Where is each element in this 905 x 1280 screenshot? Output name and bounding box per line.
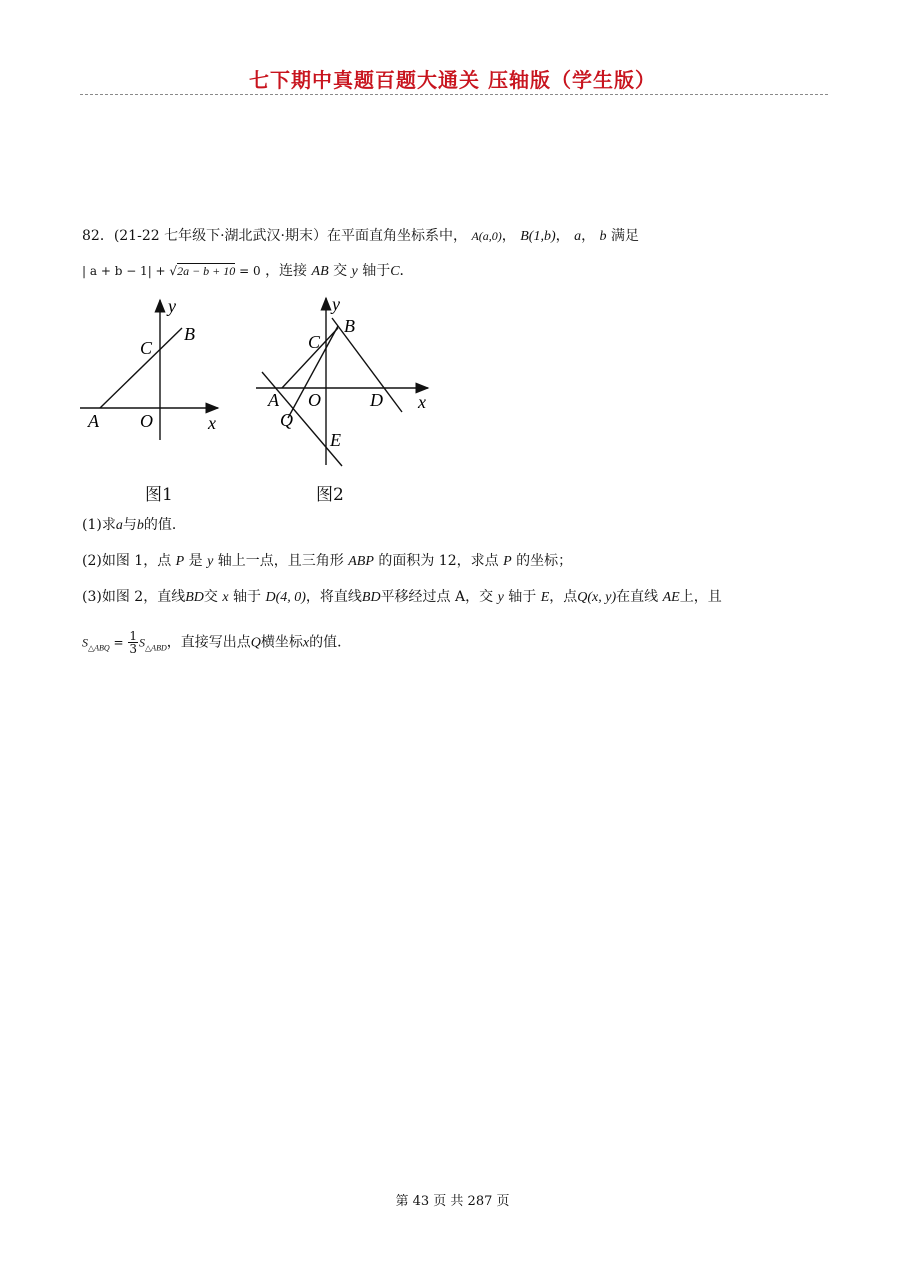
q3-and: 上，且 <box>679 589 722 605</box>
segment-ab: AB <box>311 264 329 279</box>
fig1-label-x: x <box>208 413 216 433</box>
q3-on-line: 在直线 <box>616 589 659 605</box>
q3-axis-at-2: 轴于 <box>508 589 537 605</box>
q2-axis-y: y <box>207 554 214 569</box>
q3-fraction <box>128 630 138 655</box>
q1-var-b: b <box>136 518 144 533</box>
q3-shift-2: 平移经过点 A，交 <box>380 589 494 605</box>
fig1-label-c: C <box>140 338 153 358</box>
fig1-label-a: A <box>88 411 99 431</box>
equation-abs: | a + b − 1| + <box>82 264 170 278</box>
q1-var-a: a <box>115 518 123 533</box>
var-b: b <box>599 229 607 244</box>
q3-line-ae: AE <box>662 590 680 605</box>
q3-pt: ，点 <box>549 589 578 605</box>
q3-axis-at: 轴于 <box>233 589 261 605</box>
page-footer: 第 43 页 共 287 页 <box>395 1194 510 1209</box>
q3-var-x: x <box>302 635 310 651</box>
point-a-coord: A(a,0) <box>471 229 502 243</box>
q2-mid: 轴上一点，且三角形 <box>217 553 344 569</box>
q3-cross: 交 <box>203 589 218 605</box>
fig2-label-e: E <box>330 430 341 450</box>
period: ． <box>399 263 414 279</box>
separator: ， <box>555 228 570 244</box>
question-3-line-1 <box>82 587 722 608</box>
fig2-label-a: A <box>268 390 279 410</box>
fig1-label-o: O <box>140 411 153 431</box>
q3-area-sub-right: △ABD <box>145 643 167 653</box>
figure-1-diagram <box>78 290 228 440</box>
sqrt-symbol: √ <box>169 264 178 278</box>
q3-equals: = <box>109 635 128 650</box>
q2-area-text: 的面积为 12，求点 <box>378 553 499 569</box>
fig2-label-x: x <box>418 392 426 412</box>
fig2-label-o: O <box>308 390 321 410</box>
fig2-line-ae <box>262 372 342 466</box>
fig2-label-c: C <box>308 332 321 352</box>
axis-y-label: y <box>351 264 358 279</box>
q3-area-s-right: S <box>139 635 146 650</box>
q3-line-bd-2: BD <box>361 590 381 605</box>
var-a: a <box>574 229 582 244</box>
equation-sqrt: 2a − b + 10 <box>177 264 236 278</box>
q2-prefix: (2)如图 1，点 <box>82 553 172 569</box>
q3-tail-3: 的值． <box>309 634 352 651</box>
q2-suffix: 的坐标； <box>516 553 573 569</box>
q2-point-p: P <box>175 554 185 569</box>
fig2-line-bd <box>332 318 402 412</box>
question-3-line-2 <box>82 630 351 658</box>
figure-1-caption: 图1 <box>145 485 173 505</box>
q2-point-p2: P <box>503 554 512 569</box>
separator: ， <box>501 228 516 244</box>
problem-condition: 满足 <box>610 228 639 244</box>
problem-line-1 <box>82 226 639 247</box>
fig2-label-b: B <box>344 316 355 336</box>
problem-intro: 82．(21-22 七年级下·湖北武汉·期末）在平面直角坐标系中， <box>82 228 467 244</box>
q3-line-bd: BD <box>185 590 204 605</box>
figure-2-caption: 图2 <box>316 485 344 505</box>
q1-suffix: 的值． <box>143 517 186 533</box>
fig1-label-b: B <box>184 324 195 344</box>
page-header-title: 七下期中真题百题大通关 压轴版（学生版） <box>249 68 656 92</box>
question-1 <box>82 515 186 536</box>
q3-axis-x: x <box>222 590 229 605</box>
fig2-label-d: D <box>370 390 383 410</box>
fig2-label-q: Q <box>280 410 293 430</box>
cross-text: 交 <box>333 263 348 279</box>
q3-area-sub-left: △ABQ <box>88 643 110 653</box>
problem-line-2 <box>82 261 414 282</box>
q3-axis-y: y <box>497 590 504 605</box>
axis-at-text: 轴于 <box>362 263 391 279</box>
q3-shift: ，将直线 <box>305 589 362 605</box>
q3-area-s-left: S <box>82 635 88 650</box>
separator: ， <box>581 228 596 244</box>
q3-tail: ，直接写出点 <box>166 634 251 651</box>
q2-is: 是 <box>188 553 203 569</box>
q3-prefix: (3)如图 2，直线 <box>82 589 186 605</box>
q3-point-d: D(4, 0) <box>265 590 306 605</box>
point-c-label: C <box>390 264 400 279</box>
q3-frac-den: 3 <box>129 642 138 656</box>
q2-triangle-abp: ABP <box>348 554 374 569</box>
header-divider <box>80 94 828 95</box>
fig2-label-y: y <box>332 294 340 314</box>
q1-mid: 与 <box>122 517 137 533</box>
equation-right: = 0 <box>235 264 261 278</box>
point-b-coord: B(1,b) <box>520 229 556 244</box>
q3-point-q-2: Q <box>250 635 261 651</box>
q3-point-q: Q(x, y) <box>577 590 617 605</box>
fig1-label-y: y <box>168 296 176 316</box>
connect-text: ，连接 <box>265 263 308 279</box>
question-2 <box>82 551 572 572</box>
q1-prefix: (1)求 <box>82 517 116 533</box>
figure-2-diagram <box>252 290 442 475</box>
q3-point-e: E <box>540 590 550 605</box>
q3-tail-2: 横坐标 <box>260 634 303 651</box>
q3-frac-num: 1 <box>129 629 138 643</box>
